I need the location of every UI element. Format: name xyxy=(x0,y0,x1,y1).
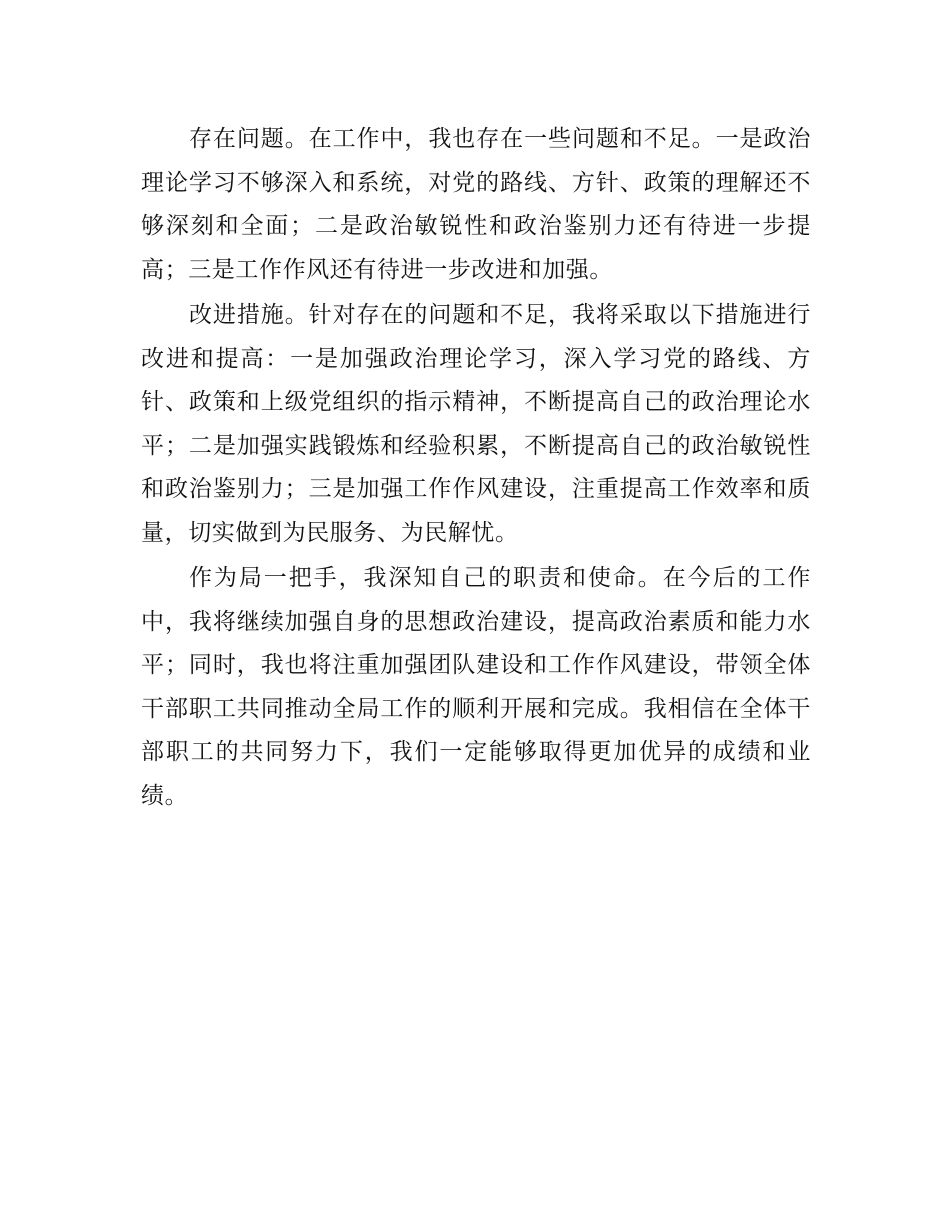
paragraph-improvement-measures: 改进措施。针对存在的问题和不足，我将采取以下措施进行改进和提高：一是加强政治理论学习，深入学习党的路线、方针、政策和上级党组织的指示精神，不断提高自己的政治理论水平；二是加强实践锻炼和经验积累，不断提高自己的政治敏锐性和政治鉴别力；三是加强工作作风建设，注重提高工作效率和质量，切实做到为民服务、为民解忧。 xyxy=(141,302,811,546)
paragraph-problems: 存在问题。在工作中，我也存在一些问题和不足。一是政治理论学习不够深入和系统，对党的路线、方针、政策的理解还不够深刻和全面；二是政治敏锐性和政治鉴别力还有待进一步提高；三是工作作风还有待进一步改进和加强。 xyxy=(141,126,811,283)
document-body xyxy=(141,118,811,820)
paragraph-conclusion: 作为局一把手，我深知自己的职责和使命。在今后的工作中，我将继续加强自身的思想政治建设，提高政治素质和能力水平；同时，我也将注重加强团队建设和工作作风建设，带领全体干部职工共同推动全局工作的顺利开展和完成。我相信在全体干部职工的共同努力下，我们一定能够取得更加优异的成绩和业绩。 xyxy=(141,565,811,809)
